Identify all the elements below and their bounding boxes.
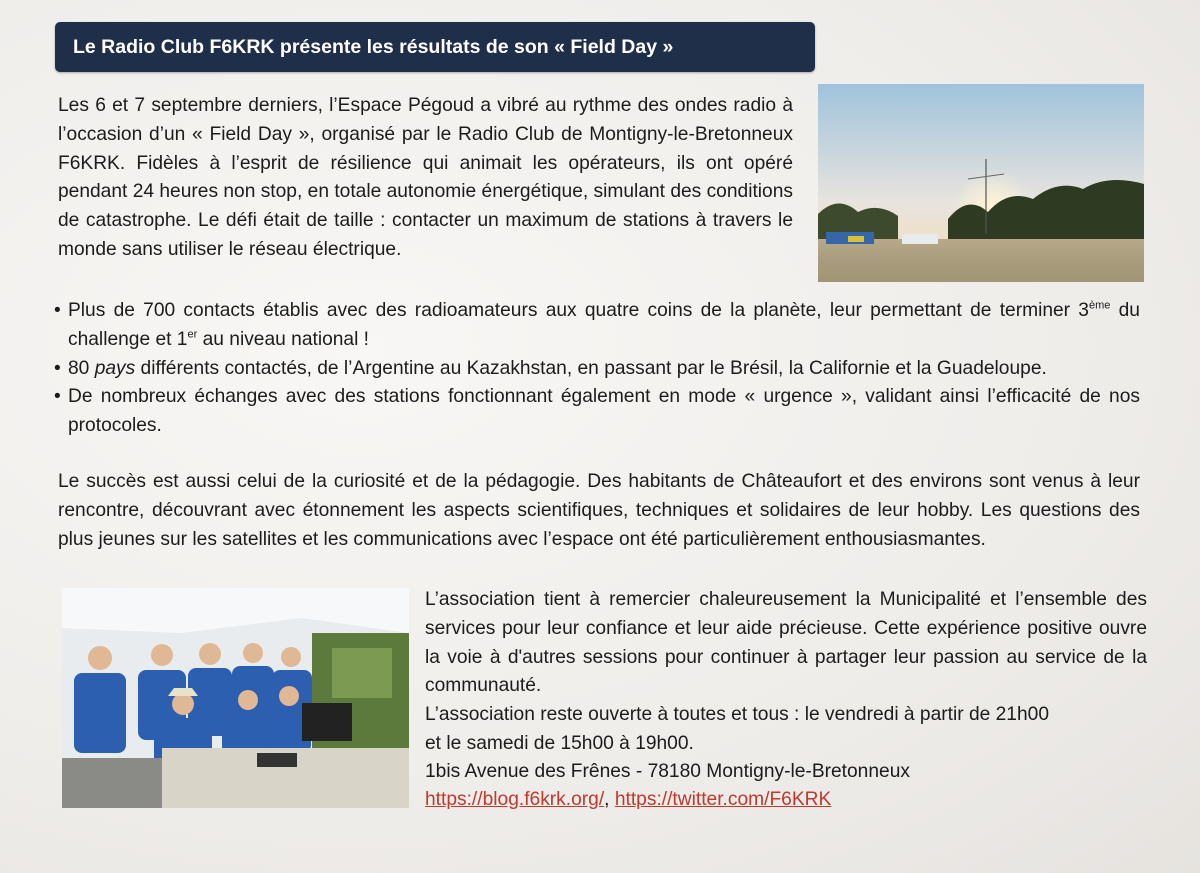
superscript: ème bbox=[1088, 299, 1111, 312]
bullet-text-italic: pays bbox=[94, 357, 136, 379]
results-list bbox=[52, 297, 1140, 441]
link-separator: , bbox=[604, 789, 615, 810]
bullet-text: De nombreux échanges avec des stations fonctionnant également en mode « urgence », validant ainsi l’efficacité de nos protocoles. bbox=[68, 386, 1140, 437]
opening-hours-line-1: L’association reste ouverte à toutes et tous : le vendredi à partir de 21h00 bbox=[425, 704, 1049, 725]
links-line bbox=[425, 786, 831, 815]
bullet-icon: • bbox=[54, 300, 61, 321]
bullet-text: 80 bbox=[68, 357, 95, 379]
superscript: er bbox=[187, 328, 198, 341]
bullet-icon: • bbox=[54, 386, 61, 408]
list-item bbox=[52, 383, 1140, 441]
twitter-link[interactable]: https://twitter.com/F6KRK bbox=[614, 789, 832, 810]
field-day-photo bbox=[818, 84, 1144, 282]
address: 1bis Avenue des Frênes - 78180 Montigny-le-Bretonneux bbox=[425, 761, 910, 782]
field-antenna-illustration bbox=[818, 84, 1144, 282]
intro-paragraph: Les 6 et 7 septembre derniers, l’Espace Pégoud a vibré au rythme des ondes radio à l’occasion d’un « Field Day », organisé par le Radio Club de Montigny-le-Bretonneux F6KRK. Fidèles à l’esprit de résilience qui animait les opérateurs, ils ont opéré pendant 24 heures non stop, en totale autonomie énergétique, simulant des conditions de catastrophe. Le défi était de taille : contacter un maximum de stations à travers le monde sans utiliser le réseau électrique. bbox=[58, 95, 793, 260]
blog-link[interactable]: https://blog.f6krk.org/ bbox=[425, 789, 605, 810]
title-text: Le Radio Club F6KRK présente les résultats de son « Field Day » bbox=[73, 35, 674, 58]
bullet-icon: • bbox=[54, 357, 61, 379]
thanks-paragraph: L’association tient à remercier chaleureusement la Municipalité et l’ensemble des services pour leur confiance et leur aide précieuse. Cette expérience positive ouvre la voie à d'autres sessions pour continuer à partager leur passion au service de la communauté. bbox=[425, 589, 1147, 697]
list-item bbox=[52, 355, 1140, 384]
list-item bbox=[52, 297, 1140, 355]
bullet-text: Plus de 700 contacts établis avec des radioamateurs aux quatre coins de la planète, leur permettant de terminer 3 bbox=[68, 300, 1089, 321]
team-illustration bbox=[62, 588, 409, 808]
bullet-text: différents contactés, de l’Argentine au Kazakhstan, en passant par le Brésil, la Californie et la Guadeloupe. bbox=[135, 357, 1047, 379]
team-photo bbox=[62, 588, 409, 808]
bullet-text: au niveau national ! bbox=[197, 328, 370, 350]
bullet-text: du challenge et 1 bbox=[68, 300, 1140, 350]
page-title bbox=[55, 22, 815, 72]
success-paragraph: Le succès est aussi celui de la curiosité et de la pédagogie. Des habitants de Châteaufort et des environs sont venus à leur rencontre, découvrant avec étonnement les aspects scientifiques, techniques et solidaires de leur hobby. Les questions des plus jeunes sur les satellites et les communications avec l’espace ont été particulièrement enthousiasmantes. bbox=[58, 471, 1140, 550]
opening-hours-line-2: et le samedi de 15h00 à 19h00. bbox=[425, 733, 694, 754]
